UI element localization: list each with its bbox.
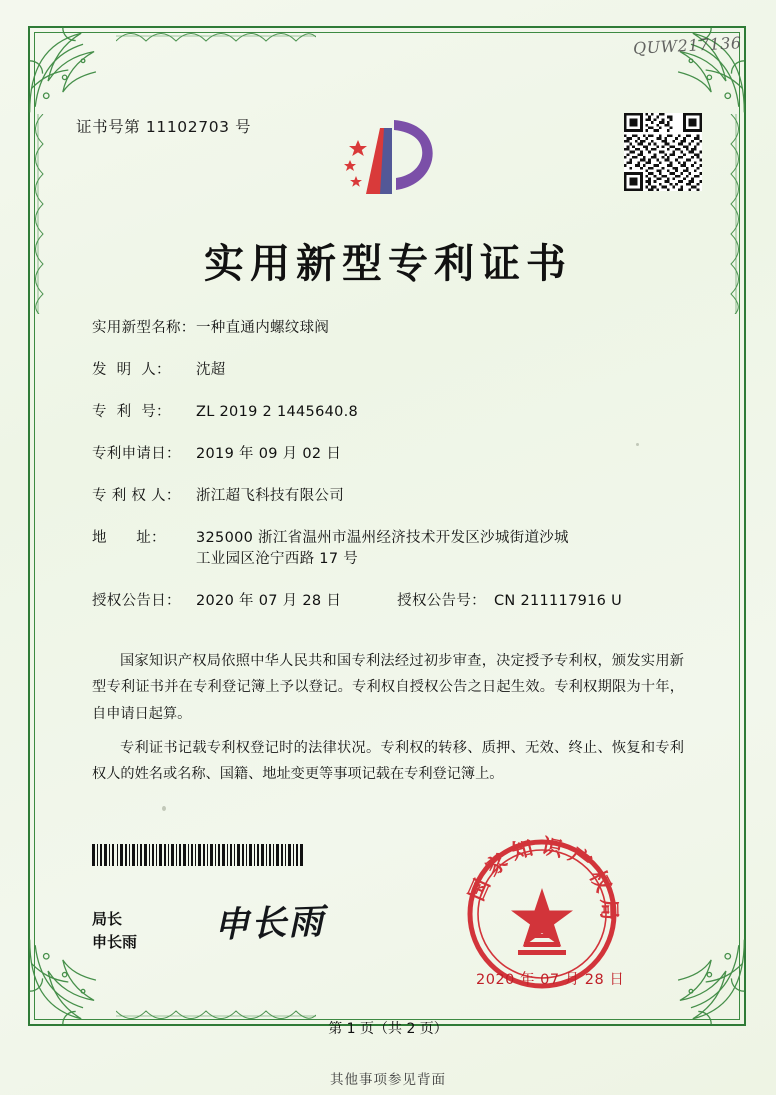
paragraph: 专利证书记载专利权登记时的法律状况。专利权的转移、质押、无效、终止、恢复和专利权人的姓名或名称、国籍、地址变更等事项记载在专利登记簿上。 [92,739,684,783]
field-label: 专利申请日： [92,446,181,463]
handwritten-serial: QUW217136 [632,33,743,58]
field-value-continuation: 工业园区沧宁西路 17 号 [196,551,359,568]
field-label: 授权公告日： [92,593,181,610]
paper-speck [636,443,639,446]
field-label: 专 利 权 人： [92,488,181,505]
field-value: 325000 浙江省温州市温州经济技术开发区沙城街道沙城 [196,530,569,547]
field-value-group [196,528,692,570]
legal-text [92,648,684,795]
field-value-secondary: CN 211117916 U [493,593,622,610]
field-value: 浙江超飞科技有限公司 [196,488,344,505]
field-row-patentee [92,486,692,507]
field-value-group [196,591,692,612]
field-row-address [92,528,692,570]
page-title: 实用新型专利证书 [204,241,572,287]
certificate-number: 证书号第 11102703 号 [76,118,252,136]
patent-fields [92,318,692,633]
field-value: 一种直通内螺纹球阀 [196,320,330,336]
field-value: ZL 2019 2 1445640.8 [196,404,359,421]
field-label: 专 利 号： [92,404,171,421]
seal-date: 2020 年 07 月 28 日 [476,972,625,988]
field-value: 2019 年 09 月 02 日 [196,446,342,463]
field-row-patent-number [92,402,692,423]
qr-code [624,113,702,191]
field-value: 2020 年 07 月 28 日 [196,593,342,610]
signature-role: 局长 [92,910,123,928]
field-label: 发 明 人： [92,362,171,379]
handwritten-signature: 申长雨 [213,901,326,946]
signature-name: 申长雨 [92,932,138,951]
field-row-grant-announcement [92,591,692,612]
field-value: 沈超 [196,362,226,379]
field-row-inventor [92,360,692,381]
paper-speck [162,806,166,811]
signature-block [92,908,137,953]
field-label: 实用新型名称： [92,320,196,336]
svg-text:国家知识产权局: 国家知识产权局 [464,833,622,927]
cnipa-logo-icon [336,112,446,204]
field-label: 地 址： [92,530,166,547]
page-indicator: 第 1 页（共 2 页） [328,1021,448,1037]
footer-note: 其他事项参见背面 [330,1072,446,1088]
field-row-title [92,318,692,339]
barcode [92,844,306,866]
field-label-secondary: 授权公告号： [397,593,486,610]
paragraph: 国家知识产权局依照中华人民共和国专利法经过初步审查，决定授予专利权，颁发实用新型专利证书并在专利登记簿上予以登记。专利权自授权公告之日起生效。专利权期限为十年，自申请日起算。 [92,653,684,722]
field-row-application-date [92,444,692,465]
